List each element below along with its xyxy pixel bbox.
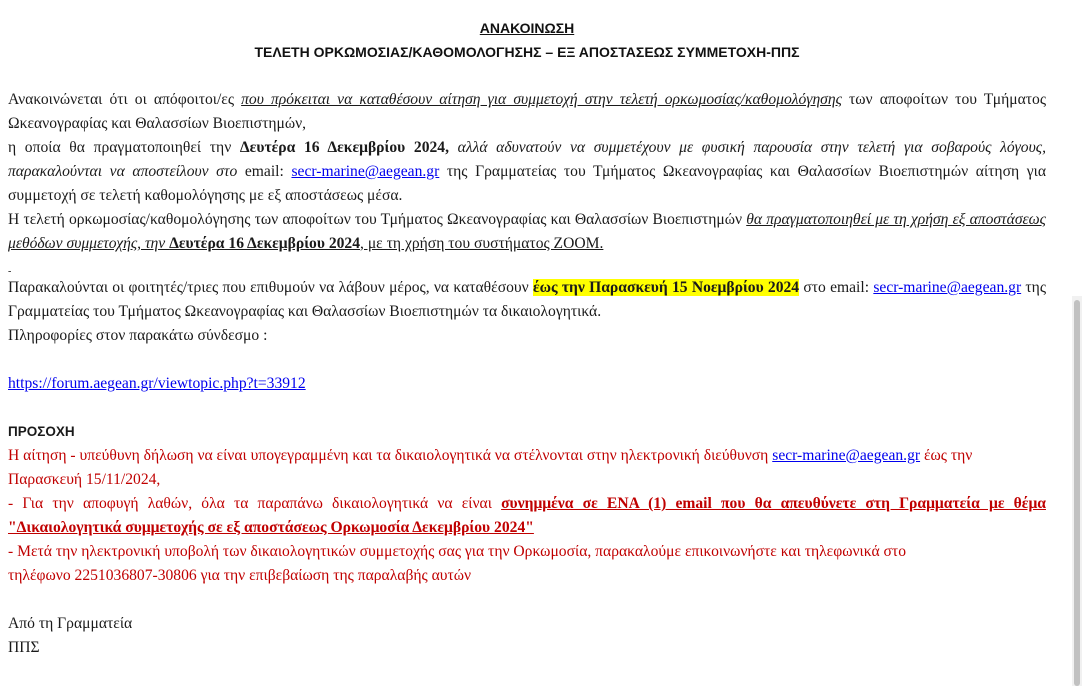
text: έως την Παρασκευή 15/11/2024, xyxy=(8,447,973,488)
paragraph-date xyxy=(8,136,1046,208)
announcement-title: ΑΝΑΚΟΙΝΩΣΗ xyxy=(479,20,575,36)
scrollbar[interactable] xyxy=(1072,296,1082,686)
deadline-highlight: έως την Παρασκευή 15 Νοεμβρίου 2024 xyxy=(532,279,800,296)
paragraph-intro xyxy=(8,88,1046,136)
date-bold: Δευτέρα 16 Δεκεμβρίου 2024 xyxy=(169,235,361,252)
text: Ανακοινώνεται ότι οι απόφοιτοι/ες xyxy=(8,91,242,108)
email-link[interactable]: secr-marine@aegean.gr xyxy=(873,279,1022,296)
signature-line-1: Από τη Γραμματεία xyxy=(8,615,133,632)
text: email: xyxy=(244,163,284,180)
text: Η αίτηση - υπεύθυνη δήλωση να είναι υπογεγραμμένη και τα δικαιολογητικά να στέλνονται στην ηλεκτρονική διεύθυνση xyxy=(8,447,773,464)
attention-line-2 xyxy=(8,492,1046,540)
text: η οποία θα πραγματοποιηθεί την xyxy=(8,139,240,156)
text-underlined: , με τη χρήση του συστήματος ZOOM. xyxy=(360,235,604,252)
text-bold-underlined: συνημμένα σε ΕΝΑ (1) email που θα απευθύνετε στη Γραμματεία με θέμα "Δικαιολογητικά συμμετοχής σε εξ αποστάσεως Ορκωμοσία Δεκεμβρίου 2024" xyxy=(8,495,1046,536)
text: της Γραμματείας του Τμήματος Ωκεανογραφίας και Θαλασσίων Βιοεπιστημών τα δικαιολογητικά. xyxy=(8,279,1046,320)
info-text: Πληροφορίες στον παρακάτω σύνδεσμο : xyxy=(8,327,268,344)
text: της Γραμματείας του Τμήματος Ωκεανογραφίας και Θαλασσίων Βιοεπιστημών αίτηση για συμμετοχή σε τελετή καθομολόγησης με εξ αποστάσεως μέσα. xyxy=(8,163,1047,204)
paragraph-zoom xyxy=(8,208,1046,256)
paragraph-deadline xyxy=(8,276,1046,324)
text: - Για την αποφυγή λαθών, όλα τα παραπάνω δικαιολογητικά να είναι xyxy=(8,495,502,512)
text: Παρακαλούνται οι φοιτητές/τριες που επιθυμούν να λάβουν μέρος, να καταθέσουν xyxy=(8,279,533,296)
forum-link[interactable]: https://forum.aegean.gr/viewtopic.php?t=33912 xyxy=(8,375,306,392)
text: Η τελετή ορκωμοσίας/καθομολόγησης των αποφοίτων του Τμήματος Ωκεανογραφίας και Θαλασσίων Βιοεπιστημών xyxy=(8,211,747,228)
date-bold: Δευτέρα 16 Δεκεμβρίου 2024, xyxy=(239,139,449,156)
attention-line-3: - Μετά την ηλεκτρονική υποβολή των δικαιολογητικών συμμετοχής σας για την Ορκωμοσία, παρακαλούμε επικοινωνήστε και τηλεφωνικά στο τηλέφωνο 2251036807-30806 για την επιβεβαίωση της παραλαβής αυτών xyxy=(8,543,906,584)
text: αλλά αδυνατούν να συμμετέχουν με φυσική παρουσία στην τελετή για σοβαρούς λόγους, παρακαλούνται να αποστείλουν στο xyxy=(8,139,1046,180)
text: των αποφοίτων του Τμήματος Ωκεανογραφίας και Θαλασσίων Βιοεπιστημών, xyxy=(8,91,1046,132)
announcement-subtitle: ΤΕΛΕΤΗ ΟΡΚΩΜΟΣΙΑΣ/ΚΑΘΟΜΟΛΟΓΗΣΗΣ – ΕΞ ΑΠΟΣΤΑΣΕΩΣ ΣΥΜΜΕΤΟΧΗ-ΠΠΣ xyxy=(254,44,800,60)
email-link[interactable]: secr-marine@aegean.gr xyxy=(772,447,921,464)
email-link[interactable]: secr-marine@aegean.gr xyxy=(291,163,440,180)
announcement-header xyxy=(8,16,1046,64)
text-underlined: θα πραγματοποιηθεί με τη χρήση εξ αποστάσεως μεθόδων συμμετοχής, την xyxy=(8,211,1046,252)
text: στο email: xyxy=(799,279,870,296)
attention-title: ΠΡΟΣΟΧΗ xyxy=(8,424,75,439)
announcement xyxy=(8,16,1046,660)
scrollbar-thumb[interactable] xyxy=(1074,300,1080,686)
signature-line-2: ΠΠΣ xyxy=(8,639,40,656)
text-underlined: που πρόκειται να καταθέσουν αίτηση για συμμετοχή στην τελετή ορκωμοσίας/καθομολόγησης xyxy=(241,91,842,108)
dash: - xyxy=(8,266,12,277)
attention-line-1 xyxy=(8,444,1046,492)
